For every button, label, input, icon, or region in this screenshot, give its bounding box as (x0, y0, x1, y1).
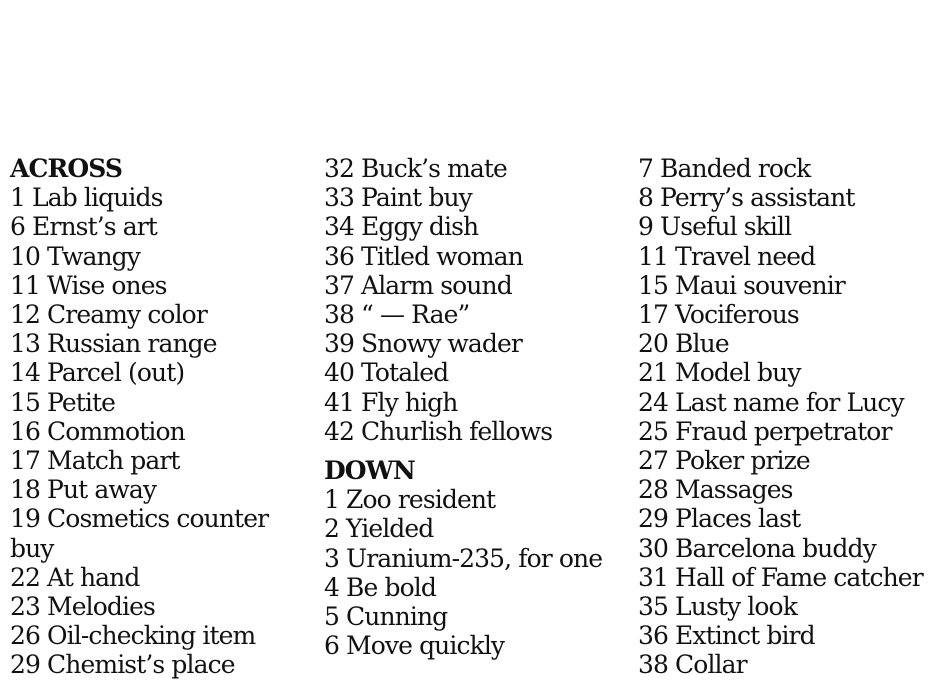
across-clue: 15 Petite (10, 387, 116, 417)
clue-column-2 (324, 154, 624, 660)
down-clue: 28 Massages (638, 475, 793, 505)
down-clue: 8 Perry’s assistant (638, 183, 855, 213)
down-clue: 29 Places last (638, 504, 801, 534)
across-clue: 16 Commotion (10, 416, 185, 446)
across-clue: 36 Titled woman (324, 241, 523, 271)
down-clue: 6 Move quickly (324, 631, 505, 661)
down-clue: 20 Blue (638, 329, 729, 359)
down-heading: DOWN (324, 456, 415, 486)
down-clue: 30 Barcelona buddy (638, 533, 876, 563)
down-clue: 36 Extinct bird (638, 621, 815, 651)
down-clue: 9 Useful skill (638, 212, 792, 242)
across-clue: 18 Put away (10, 475, 157, 505)
down-clue: 15 Maui souvenir (638, 270, 845, 300)
down-clue: 2 Yielded (324, 514, 434, 544)
down-clue: 11 Travel need (638, 241, 816, 271)
down-clue: 35 Lusty look (638, 592, 797, 622)
across-clue: 33 Paint buy (324, 183, 472, 213)
down-clue: 24 Last name for Lucy (638, 387, 904, 417)
across-clue: 38 “ — Rae” (324, 300, 470, 330)
across-heading: ACROSS (10, 154, 123, 183)
across-clue: 1 Lab liquids (10, 183, 163, 213)
clue-column-1 (10, 154, 300, 680)
clue-column-3 (638, 154, 928, 680)
down-clue: 3 Uranium-235, for one (324, 543, 603, 573)
across-clue: 10 Twangy (10, 241, 140, 271)
across-clue: 22 At hand (10, 562, 140, 592)
across-clue: 29 Chemist’s place (10, 650, 235, 680)
down-clue: 27 Poker prize (638, 446, 810, 476)
across-clue: 40 Totaled (324, 358, 449, 388)
down-clue: 5 Cunning (324, 602, 448, 632)
across-clue: 6 Ernst’s art (10, 212, 157, 242)
across-clue: 39 Snowy wader (324, 329, 522, 359)
down-clue: 4 Be bold (324, 572, 436, 602)
across-clue: 19 Cosmetics counter buy (10, 504, 269, 563)
down-clue: 38 Collar (638, 650, 747, 680)
down-clue: 1 Zoo resident (324, 485, 496, 515)
down-clue: 31 Hall of Fame catcher (638, 562, 923, 592)
across-clue: 11 Wise ones (10, 270, 167, 300)
across-clue: 23 Melodies (10, 592, 155, 622)
down-clue: 17 Vociferous (638, 300, 799, 330)
across-clue: 14 Parcel (out) (10, 358, 185, 388)
down-clue: 25 Fraud perpetrator (638, 416, 892, 446)
across-clue: 41 Fly high (324, 387, 458, 417)
down-clue: 7 Banded rock (638, 154, 811, 183)
across-clue: 42 Churlish fellows (324, 416, 553, 446)
down-clue: 21 Model buy (638, 358, 801, 388)
across-clue: 13 Russian range (10, 329, 217, 359)
across-clue: 32 Buck’s mate (324, 154, 507, 183)
across-clue: 12 Creamy color (10, 300, 207, 330)
across-clue: 37 Alarm sound (324, 270, 512, 300)
across-clue: 34 Eggy dish (324, 212, 479, 242)
across-clue: 17 Match part (10, 446, 180, 476)
across-clue: 26 Oil-checking item (10, 621, 256, 651)
